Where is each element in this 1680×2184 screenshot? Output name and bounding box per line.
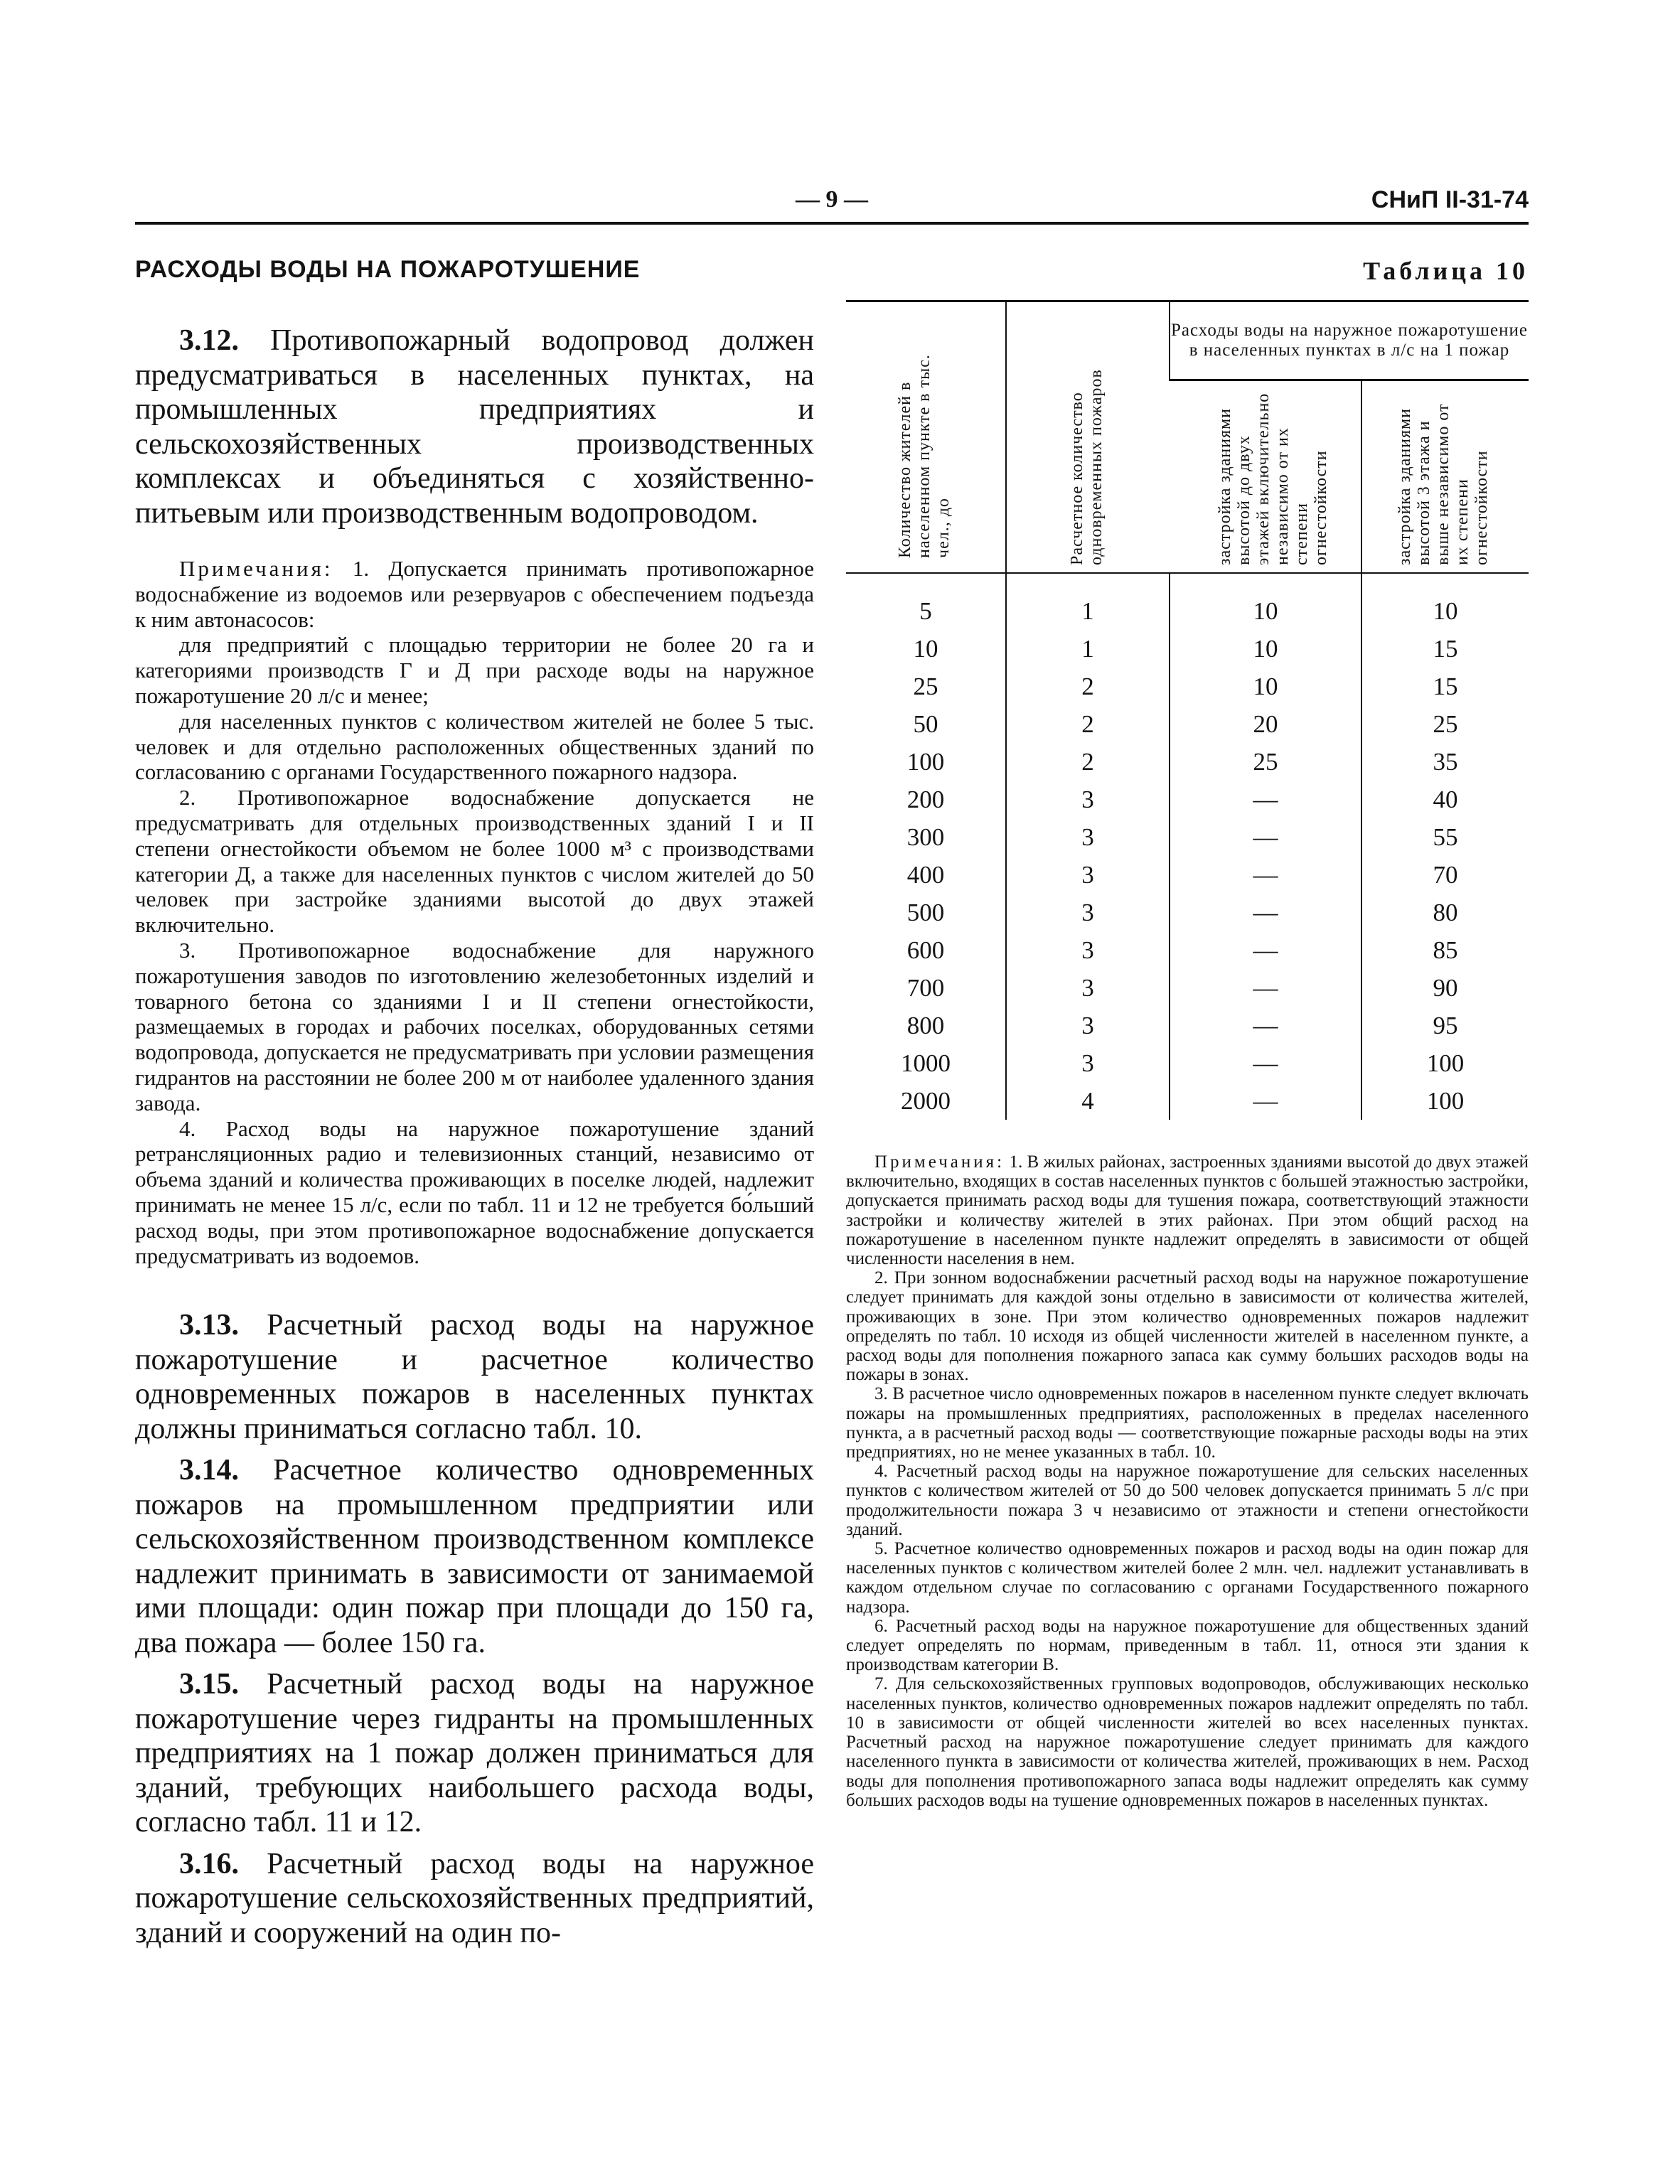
cell-high-rise: 10 bbox=[1361, 573, 1529, 630]
table-body bbox=[846, 573, 1529, 1120]
cell-fires: 3 bbox=[1006, 1007, 1170, 1044]
cell-residents: 700 bbox=[906, 973, 945, 1002]
cell-low-rise: — bbox=[1170, 931, 1361, 969]
paragraph-3-15 bbox=[135, 1667, 814, 1840]
cell-residents: 10 bbox=[913, 634, 938, 663]
paragraph-text: Противопожарный водопровод должен предусматриваться в населенных пунктах, на промышленных предприятиях и сельскохозяйственных производственных комплексах и объединяться с хозяйственно-питьевым или производственным водопроводом. bbox=[135, 324, 815, 530]
paragraph-number: 3.14. bbox=[179, 1454, 239, 1487]
cell-high-rise: 40 bbox=[1361, 781, 1529, 818]
note-3: 3. Противопожарное водоснабжение для наружного пожаротушения заводов по изготовлению железобетонных изделий и товарного бетона со зданиями I и II степени огнестойкости, размещаемых в городах и рабочих поселках, оборудованных сетями водопровода, допускается не предусматривать при условии размещения гидрантов на расстоянии не более 200 м от наиболее удаленного здания завода. bbox=[135, 937, 814, 1115]
table-row bbox=[846, 668, 1529, 705]
header-high-rise-text: застройка зданиями высотой 3 этажа и выше независимо от их степени огнестойкости bbox=[1396, 403, 1491, 566]
section-title: РАСХОДЫ ВОДЫ НА ПОЖАРОТУШЕНИЕ bbox=[135, 256, 641, 283]
cell-high-rise: 70 bbox=[1361, 856, 1529, 894]
table-note-3: 3. В расчетное число одновременных пожаров в населенном пункте следует включать пожары на промышленных предприятиях, расположенных в пределах населенного пункта, а в расчетный расход воды — соответствующие пожарные расходы воды на этих предприятиях, но не менее указанных в табл. 10. bbox=[846, 1384, 1529, 1462]
table-row bbox=[846, 743, 1529, 781]
table-caption: Таблица 10 bbox=[1363, 257, 1529, 285]
table-row bbox=[846, 1082, 1529, 1120]
header-low-rise bbox=[1170, 380, 1361, 573]
cell-low-rise: — bbox=[1170, 818, 1361, 856]
cell-residents: 100 bbox=[906, 747, 945, 776]
paragraph-3-12 bbox=[135, 323, 814, 530]
cell-fires: 4 bbox=[1006, 1082, 1170, 1120]
cell-low-rise: — bbox=[1170, 781, 1361, 818]
note-1 bbox=[135, 556, 814, 632]
cell-fires: 2 bbox=[1006, 705, 1170, 743]
document-code: СНиП II-31-74 bbox=[1371, 186, 1529, 213]
table-row bbox=[846, 818, 1529, 856]
cell-fires: 3 bbox=[1006, 856, 1170, 894]
note-2: 2. Противопожарное водоснабжение допускается не предусматривать для отдельных производственных зданий I и II степени огнестойкости объемом не более 1000 м³ с производствами категории Д, а также для населенных пунктов с числом жителей до 50 человек при застройке зданиями высотой до двух этажей включительно. bbox=[135, 785, 814, 938]
table-note-1 bbox=[846, 1152, 1529, 1268]
cell-low-rise: — bbox=[1170, 1082, 1361, 1120]
cell-fires: 3 bbox=[1006, 818, 1170, 856]
table-note-2: 2. При зонном водоснабжении расчетный расход воды на наружное пожаротушение следует принимать для каждой зоны отдельно в зависимости от количества жителей, проживающих в зоне. При этом количество одновременных пожаров надлежит определять по табл. 10 исходя из общей численности жителей в населенном пункте, а расход воды для пополнения пожарного запаса как сумму больших расходов воды на пожары в зонах. bbox=[846, 1268, 1529, 1385]
cell-residents: 5 bbox=[919, 596, 932, 625]
header-low-rise-text: застройка зданиями высотой до двух этажей включительно независимо от их степени огнестойкости bbox=[1215, 393, 1330, 566]
note-text: 1. Допускается принимать противопожарное водоснабжение из водоемов или резервуаров с обеспечением подъезда к ним автонасосов: bbox=[135, 556, 814, 632]
paragraph-number: 3.13. bbox=[179, 1309, 239, 1342]
notes-label: Примечания: bbox=[179, 556, 333, 581]
paragraph-text: Расчетное количество одновременных пожаров на промышленном предприятии или сельскохозяйственном производственном комплексе надлежит принимать в зависимости от занимаемой ими площади: один пожар при площади до 150 га, два пожара — более 150 га. bbox=[135, 1454, 815, 1659]
table-row bbox=[846, 573, 1529, 630]
paragraph-number: 3.12. bbox=[179, 324, 239, 357]
cell-fires: 3 bbox=[1006, 781, 1170, 818]
cell-low-rise: 20 bbox=[1170, 705, 1361, 743]
header-residents bbox=[846, 301, 1006, 574]
cell-fires: 3 bbox=[1006, 969, 1170, 1007]
paragraph-text: Расчетный расход воды на наружное пожаротушение и расчетное количество одновременных пожаров в населенных пунктах должны приниматься согласно табл. 10. bbox=[135, 1309, 814, 1445]
cell-high-rise: 85 bbox=[1361, 931, 1529, 969]
table-row bbox=[846, 931, 1529, 969]
cell-low-rise: — bbox=[1170, 894, 1361, 931]
cell-residents: 500 bbox=[906, 898, 945, 926]
table-row bbox=[846, 894, 1529, 931]
table-row bbox=[846, 969, 1529, 1007]
cell-high-rise: 55 bbox=[1361, 818, 1529, 856]
paragraph-number: 3.15. bbox=[179, 1668, 239, 1701]
paragraph-notes bbox=[135, 556, 814, 1268]
cell-low-rise: 10 bbox=[1170, 630, 1361, 668]
cell-low-rise: 10 bbox=[1170, 668, 1361, 705]
paragraph-text: Расчетный расход воды на наружное пожаротушение через гидранты на промышленных предприятиях на 1 пожар должен приниматься для зданий, требующих наибольшего расхода воды, согласно табл. 11 и 12. bbox=[135, 1668, 814, 1839]
table-row bbox=[846, 705, 1529, 743]
notes-label: Примечания: bbox=[874, 1152, 1005, 1172]
cell-fires: 3 bbox=[1006, 1044, 1170, 1082]
cell-low-rise: — bbox=[1170, 969, 1361, 1007]
page-header bbox=[135, 183, 1529, 226]
cell-high-rise: 15 bbox=[1361, 630, 1529, 668]
note-1b: для населенных пунктов с количеством жителей не более 5 тыс. человек и для отдельно расположенных общественных зданий по согласованию с органами Государственного пожарного надзора. bbox=[135, 708, 814, 785]
page-number: — 9 — bbox=[796, 186, 868, 213]
note-1a: для предприятий с площадью территории не более 20 га и категориями производств Г и Д при расходе воды на наружное пожаротушение 20 л/с и менее; bbox=[135, 632, 814, 708]
table-row bbox=[846, 856, 1529, 894]
cell-residents: 200 bbox=[906, 785, 945, 813]
cell-residents: 2000 bbox=[901, 1086, 951, 1115]
note-text: 1. В жилых районах, застроенных зданиями высотой до двух этажей включительно, входящих в состав населенных пунктов с большей этажностью застройки, допускается принимать расход воды для тушения пожара, соответствующий этажности застройки и количеству жителей в этих районах. При этом общий расход на пожаротушение в населенном пункте надлежит определять в зависимости от общей численности населения в нем. bbox=[846, 1152, 1529, 1269]
cell-high-rise: 95 bbox=[1361, 1007, 1529, 1044]
cell-low-rise: — bbox=[1170, 1007, 1361, 1044]
table-row bbox=[846, 630, 1529, 668]
header-fires bbox=[1006, 301, 1170, 574]
cell-high-rise: 35 bbox=[1361, 743, 1529, 781]
header-fires-text: Расчетное количество одновременных пожаров bbox=[1068, 369, 1106, 565]
cell-high-rise: 100 bbox=[1361, 1082, 1529, 1120]
cell-residents: 800 bbox=[906, 1011, 945, 1039]
cell-low-rise: — bbox=[1170, 856, 1361, 894]
note-4: 4. Расход воды на наружное пожаротушение зданий ретрансляционных радио и телевизионных станций, независимо от объема зданий и количества проживающих в поселке людей, надлежит принимать не менее 15 л/с, если по табл. 11 и 12 не требуется бо́льший расход воды, при этом противопожарное водоснабжение допускается предусматривать из водоемов. bbox=[135, 1115, 814, 1268]
header-residents-text: Количество жителей в населенном пункте в тыс. чел., до bbox=[896, 354, 953, 558]
cell-low-rise: — bbox=[1170, 1044, 1361, 1082]
cell-fires: 2 bbox=[1006, 743, 1170, 781]
cell-high-rise: 15 bbox=[1361, 668, 1529, 705]
cell-low-rise: 25 bbox=[1170, 743, 1361, 781]
cell-residents: 50 bbox=[913, 710, 938, 738]
cell-residents: 600 bbox=[906, 936, 945, 964]
left-column bbox=[135, 256, 814, 1950]
cell-residents: 400 bbox=[906, 860, 945, 889]
table-row bbox=[846, 781, 1529, 818]
cell-high-rise: 100 bbox=[1361, 1044, 1529, 1082]
paragraph-3-13 bbox=[135, 1308, 814, 1446]
cell-fires: 3 bbox=[1006, 931, 1170, 969]
paragraph-number: 3.16. bbox=[179, 1847, 239, 1880]
table-note-4: 4. Расчетный расход воды на наружное пожаротушение для сельских населенных пунктов с количеством жителей от 50 до 500 человек допускается принимать 5 л/с при продолжительности пожара 3 ч независимо от этажности и степени огнестойкости зданий. bbox=[846, 1462, 1529, 1539]
cell-high-rise: 90 bbox=[1361, 969, 1529, 1007]
water-flow-table bbox=[846, 300, 1529, 1120]
table-row bbox=[846, 1007, 1529, 1044]
paragraph-3-14 bbox=[135, 1453, 814, 1660]
cell-high-rise: 80 bbox=[1361, 894, 1529, 931]
right-column bbox=[846, 256, 1529, 1810]
table-row bbox=[846, 1044, 1529, 1082]
paragraph-3-16 bbox=[135, 1847, 814, 1951]
table-note-7: 7. Для сельскохозяйственных групповых водопроводов, обслуживающих несколько населенных пунктов, количество одновременных пожаров надлежит определять по табл. 10 в зависимости от общей численности жителей во всех населенных пунктах. Расчетный расход на наружное пожаротушение следует принимать для каждого населенного пункта в зависимости от количества жителей, проживающих в нем. Расход воды для пополнения противопожарного запаса воды надлежит определять как сумму больших расходов воды на тушение одновременных пожаров в населенных пунктах. bbox=[846, 1674, 1529, 1810]
cell-residents: 25 bbox=[913, 672, 938, 700]
cell-high-rise: 25 bbox=[1361, 705, 1529, 743]
table-notes bbox=[846, 1152, 1529, 1810]
cell-residents: 300 bbox=[906, 823, 945, 851]
cell-residents: 1000 bbox=[901, 1049, 951, 1077]
header-water-flow-group: Расходы воды на наружное пожаротушение в населенных пунктах в л/с на 1 пожар bbox=[1170, 301, 1529, 380]
paragraph-text: Расчетный расход воды на наружное пожаротушение сельскохозяйственных предприятий, зданий и сооружений на один по- bbox=[135, 1847, 814, 1949]
cell-low-rise: 10 bbox=[1170, 573, 1361, 630]
cell-fires: 1 bbox=[1006, 630, 1170, 668]
table-note-5: 5. Расчетное количество одновременных пожаров и расход воды на один пожар для населенных пунктов с количеством жителей более 2 млн. чел. надлежит устанавливать в каждом отдельном случае по согласованию с органами Государственного пожарного надзора. bbox=[846, 1539, 1529, 1617]
header-high-rise bbox=[1361, 380, 1529, 573]
cell-fires: 2 bbox=[1006, 668, 1170, 705]
header-rule bbox=[135, 222, 1529, 225]
cell-fires: 1 bbox=[1006, 573, 1170, 630]
cell-fires: 3 bbox=[1006, 894, 1170, 931]
table-note-6: 6. Расчетный расход воды на наружное пожаротушение для общественных зданий следует определять по нормам, приведенным в табл. 11, относя эти здания к производствам категории В. bbox=[846, 1616, 1529, 1675]
